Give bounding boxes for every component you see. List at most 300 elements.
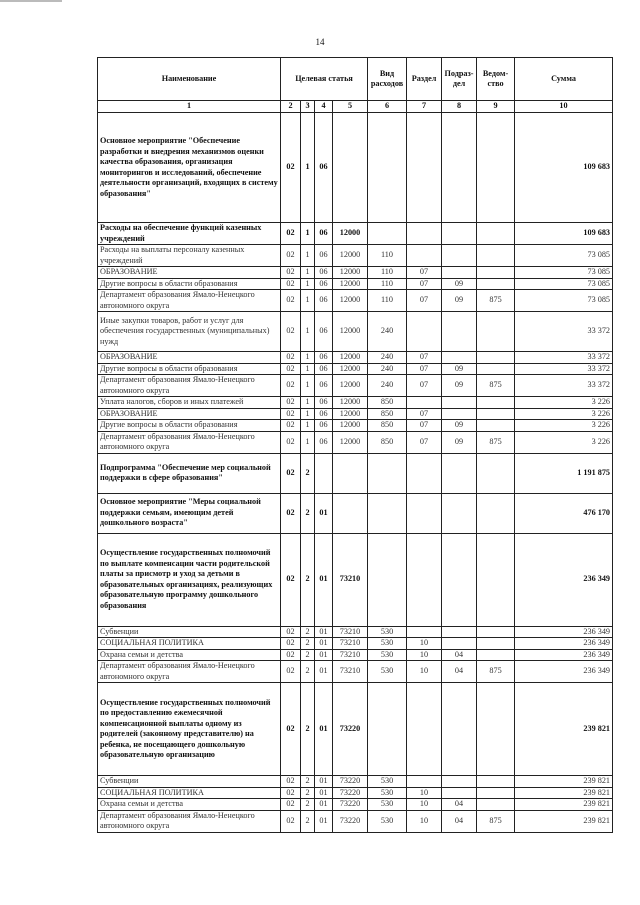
sum-value: 73 085 [515, 278, 613, 290]
sum-value: 109 683 [515, 113, 613, 223]
target-subprogram-code: 1 [301, 375, 315, 397]
table-row [98, 267, 613, 279]
expense-type-code: 240 [368, 375, 407, 397]
expense-type-code: 530 [368, 626, 407, 638]
sum-value: 3 226 [515, 431, 613, 453]
row-name: Основное мероприятие "Меры социальной поддержки семьям, имеющим детей дошкольного возраста" [98, 493, 281, 533]
expense-type-code: 850 [368, 397, 407, 409]
row-name: СОЦИАЛЬНАЯ ПОЛИТИКА [98, 638, 281, 650]
target-direction-code: 12000 [333, 352, 368, 364]
table-body [98, 113, 613, 833]
sum-value: 3 226 [515, 420, 613, 432]
sum-value: 236 349 [515, 626, 613, 638]
target-subprogram-code: 2 [301, 776, 315, 788]
department-code [477, 776, 515, 788]
column-number: 10 [515, 101, 613, 113]
row-name: Осуществление государственных полномочий по выплате компенсации части родительской платы за присмотр и уход за детьми в образовательных организациях, реализующих образовательную программу дошкольного образования [98, 533, 281, 626]
target-direction-code: 73220 [333, 683, 368, 776]
target-program-code: 02 [281, 431, 301, 453]
department-code [477, 799, 515, 811]
target-direction-code [333, 453, 368, 493]
target-event-code: 01 [315, 493, 333, 533]
expense-type-code: 530 [368, 661, 407, 683]
department-code [477, 453, 515, 493]
sum-value: 33 372 [515, 375, 613, 397]
subsection-code [442, 397, 477, 409]
expense-type-code: 850 [368, 408, 407, 420]
department-code: 875 [477, 810, 515, 832]
expense-type-code: 240 [368, 363, 407, 375]
target-program-code: 02 [281, 290, 301, 312]
target-event-code: 06 [315, 290, 333, 312]
target-direction-code: 12000 [333, 363, 368, 375]
expense-type-code: 110 [368, 290, 407, 312]
expense-type-code: 240 [368, 352, 407, 364]
subsection-code: 04 [442, 810, 477, 832]
department-code [477, 683, 515, 776]
section-code: 07 [407, 431, 442, 453]
subsection-code: 09 [442, 278, 477, 290]
sum-value: 239 821 [515, 787, 613, 799]
target-event-code: 06 [315, 431, 333, 453]
table-row [98, 431, 613, 453]
column-number-row [98, 101, 613, 113]
target-event-code: 06 [315, 408, 333, 420]
department-code [477, 420, 515, 432]
subsection-code: 09 [442, 363, 477, 375]
target-event-code: 01 [315, 787, 333, 799]
section-code: 10 [407, 638, 442, 650]
target-subprogram-code: 1 [301, 420, 315, 432]
target-direction-code: 12000 [333, 245, 368, 267]
target-subprogram-code: 2 [301, 787, 315, 799]
row-name: Другие вопросы в области образования [98, 363, 281, 375]
row-name: Департамент образования Ямало-Ненецкого автономного округа [98, 810, 281, 832]
row-name: Иные закупки товаров, работ и услуг для обеспечения государственных (муниципальных) нужд [98, 312, 281, 352]
subsection-code [442, 223, 477, 245]
section-code: 10 [407, 661, 442, 683]
table-row [98, 113, 613, 223]
subsection-code: 09 [442, 420, 477, 432]
target-subprogram-code: 1 [301, 267, 315, 279]
column-number: 3 [301, 101, 315, 113]
table-row [98, 352, 613, 364]
target-subprogram-code: 1 [301, 278, 315, 290]
target-subprogram-code: 1 [301, 431, 315, 453]
subsection-code [442, 638, 477, 650]
target-program-code: 02 [281, 626, 301, 638]
target-subprogram-code: 2 [301, 638, 315, 650]
header-sum: Сумма [515, 58, 613, 101]
target-direction-code: 73210 [333, 661, 368, 683]
section-code [407, 113, 442, 223]
table-row [98, 420, 613, 432]
target-direction-code: 12000 [333, 375, 368, 397]
target-program-code: 02 [281, 493, 301, 533]
target-event-code: 06 [315, 375, 333, 397]
target-event-code: 01 [315, 776, 333, 788]
row-name: Другие вопросы в области образования [98, 278, 281, 290]
section-code [407, 245, 442, 267]
sum-value: 3 226 [515, 397, 613, 409]
table-row [98, 223, 613, 245]
expense-type-code [368, 493, 407, 533]
expense-type-code: 240 [368, 312, 407, 352]
expense-type-code: 530 [368, 638, 407, 650]
department-code: 875 [477, 375, 515, 397]
sum-value: 236 349 [515, 661, 613, 683]
row-name: Охрана семьи и детства [98, 799, 281, 811]
table-row [98, 408, 613, 420]
target-event-code [315, 453, 333, 493]
target-program-code: 02 [281, 278, 301, 290]
page-number: 14 [315, 37, 325, 47]
table-row [98, 312, 613, 352]
target-program-code: 02 [281, 363, 301, 375]
table-row [98, 533, 613, 626]
target-event-code: 06 [315, 113, 333, 223]
table-row [98, 799, 613, 811]
table-row [98, 375, 613, 397]
subsection-code [442, 683, 477, 776]
column-number: 5 [333, 101, 368, 113]
budget-table [97, 57, 613, 833]
target-subprogram-code: 1 [301, 223, 315, 245]
sum-value: 239 821 [515, 799, 613, 811]
sum-value: 33 372 [515, 363, 613, 375]
row-name: СОЦИАЛЬНАЯ ПОЛИТИКА [98, 787, 281, 799]
section-code [407, 626, 442, 638]
column-number: 2 [281, 101, 301, 113]
target-event-code: 01 [315, 810, 333, 832]
department-code [477, 363, 515, 375]
expense-type-code [368, 113, 407, 223]
target-direction-code: 12000 [333, 312, 368, 352]
subsection-code: 09 [442, 375, 477, 397]
table-row [98, 810, 613, 832]
department-code: 875 [477, 431, 515, 453]
target-program-code: 02 [281, 683, 301, 776]
department-code: 875 [477, 290, 515, 312]
department-code [477, 533, 515, 626]
expense-type-code: 530 [368, 810, 407, 832]
subsection-code: 04 [442, 661, 477, 683]
header-department: Ведом-ство [477, 58, 515, 101]
target-program-code: 02 [281, 223, 301, 245]
expense-type-code [368, 453, 407, 493]
target-program-code: 02 [281, 245, 301, 267]
department-code [477, 397, 515, 409]
header-target-article: Целевая статья [281, 58, 368, 101]
target-subprogram-code: 1 [301, 363, 315, 375]
department-code [477, 223, 515, 245]
department-code [477, 352, 515, 364]
sum-value: 73 085 [515, 245, 613, 267]
row-name: ОБРАЗОВАНИЕ [98, 352, 281, 364]
target-subprogram-code: 2 [301, 453, 315, 493]
target-subprogram-code: 2 [301, 683, 315, 776]
section-code [407, 397, 442, 409]
expense-type-code: 110 [368, 245, 407, 267]
expense-type-code: 110 [368, 278, 407, 290]
department-code [477, 278, 515, 290]
target-program-code: 02 [281, 375, 301, 397]
table-row [98, 649, 613, 661]
column-number: 8 [442, 101, 477, 113]
column-number: 4 [315, 101, 333, 113]
target-subprogram-code: 2 [301, 533, 315, 626]
target-direction-code: 12000 [333, 420, 368, 432]
target-event-code: 01 [315, 799, 333, 811]
target-event-code: 06 [315, 420, 333, 432]
department-code [477, 787, 515, 799]
expense-type-code: 110 [368, 267, 407, 279]
table-row [98, 638, 613, 650]
target-direction-code [333, 113, 368, 223]
table-row [98, 290, 613, 312]
header-name: Наименование [98, 58, 281, 101]
subsection-code [442, 533, 477, 626]
sum-value: 33 372 [515, 312, 613, 352]
section-code: 10 [407, 810, 442, 832]
subsection-code [442, 113, 477, 223]
table-row [98, 787, 613, 799]
subsection-code: 09 [442, 290, 477, 312]
target-program-code: 02 [281, 113, 301, 223]
table-row [98, 493, 613, 533]
target-program-code: 02 [281, 352, 301, 364]
section-code [407, 683, 442, 776]
section-code: 07 [407, 278, 442, 290]
target-direction-code: 12000 [333, 408, 368, 420]
section-code: 10 [407, 799, 442, 811]
department-code [477, 312, 515, 352]
subsection-code [442, 626, 477, 638]
expense-type-code: 530 [368, 649, 407, 661]
target-program-code: 02 [281, 453, 301, 493]
row-name: Осуществление государственных полномочий по предоставлению ежемесячной компенсационной выплаты одному из родителей (законному представителю) на ребенка, не посещающего дошкольную образовательную организацию [98, 683, 281, 776]
target-direction-code: 12000 [333, 431, 368, 453]
sum-value: 236 349 [515, 649, 613, 661]
target-event-code: 06 [315, 397, 333, 409]
expense-type-code: 530 [368, 787, 407, 799]
expense-type-code [368, 223, 407, 245]
target-direction-code: 12000 [333, 267, 368, 279]
sum-value: 33 372 [515, 352, 613, 364]
header-expense-type: Вид расходов [368, 58, 407, 101]
target-program-code: 02 [281, 533, 301, 626]
sum-value: 73 085 [515, 290, 613, 312]
table-row [98, 683, 613, 776]
target-subprogram-code: 1 [301, 290, 315, 312]
sum-value: 239 821 [515, 776, 613, 788]
expense-type-code: 530 [368, 799, 407, 811]
target-event-code: 06 [315, 245, 333, 267]
row-name: Основное мероприятие "Обеспечение разработки и внедрения механизмов оценки качества образования, организация мониторингов и исследований, обеспечение деятельности организаций, входящих в систему образования" [98, 113, 281, 223]
department-code [477, 626, 515, 638]
sum-value: 109 683 [515, 223, 613, 245]
department-code [477, 638, 515, 650]
row-name: Департамент образования Ямало-Ненецкого автономного округа [98, 431, 281, 453]
target-direction-code: 12000 [333, 223, 368, 245]
subsection-code [442, 352, 477, 364]
target-program-code: 02 [281, 799, 301, 811]
target-event-code: 01 [315, 638, 333, 650]
target-subprogram-code: 2 [301, 799, 315, 811]
header-section: Раздел [407, 58, 442, 101]
sum-value: 73 085 [515, 267, 613, 279]
target-event-code: 01 [315, 649, 333, 661]
subsection-code [442, 408, 477, 420]
subsection-code [442, 453, 477, 493]
sum-value: 236 349 [515, 638, 613, 650]
target-direction-code: 73220 [333, 799, 368, 811]
table-row [98, 661, 613, 683]
row-name: Расходы на выплаты персоналу казенных учреждений [98, 245, 281, 267]
target-direction-code: 12000 [333, 278, 368, 290]
table-row [98, 278, 613, 290]
target-subprogram-code: 2 [301, 626, 315, 638]
target-subprogram-code: 1 [301, 113, 315, 223]
column-number: 6 [368, 101, 407, 113]
department-code: 875 [477, 661, 515, 683]
target-subprogram-code: 1 [301, 312, 315, 352]
table-row [98, 397, 613, 409]
target-direction-code: 73220 [333, 810, 368, 832]
row-name: ОБРАЗОВАНИЕ [98, 267, 281, 279]
target-event-code: 01 [315, 661, 333, 683]
section-code: 07 [407, 408, 442, 420]
target-program-code: 02 [281, 397, 301, 409]
target-subprogram-code: 1 [301, 245, 315, 267]
scan-edge-mark [0, 0, 62, 2]
section-code: 10 [407, 787, 442, 799]
row-name: Подпрограмма "Обеспечение мер социальной поддержки в сфере образования" [98, 453, 281, 493]
sum-value: 239 821 [515, 683, 613, 776]
target-event-code: 01 [315, 626, 333, 638]
target-subprogram-code: 2 [301, 661, 315, 683]
target-subprogram-code: 1 [301, 397, 315, 409]
department-code [477, 245, 515, 267]
target-subprogram-code: 2 [301, 810, 315, 832]
row-name: Субвенции [98, 626, 281, 638]
target-direction-code: 12000 [333, 397, 368, 409]
target-event-code: 06 [315, 352, 333, 364]
expense-type-code [368, 533, 407, 626]
department-code [477, 113, 515, 223]
subsection-code: 04 [442, 649, 477, 661]
target-program-code: 02 [281, 810, 301, 832]
section-code [407, 223, 442, 245]
table-header-row [98, 58, 613, 101]
row-name: Департамент образования Ямало-Ненецкого автономного округа [98, 661, 281, 683]
section-code [407, 312, 442, 352]
sum-value: 1 191 875 [515, 453, 613, 493]
sum-value: 236 349 [515, 533, 613, 626]
target-program-code: 02 [281, 776, 301, 788]
subsection-code [442, 245, 477, 267]
header-subsection: Подраз-дел [442, 58, 477, 101]
table-row [98, 776, 613, 788]
row-name: Другие вопросы в области образования [98, 420, 281, 432]
section-code: 07 [407, 363, 442, 375]
row-name: Расходы на обеспечение функций казенных учреждений [98, 223, 281, 245]
target-direction-code: 73220 [333, 787, 368, 799]
section-code: 07 [407, 375, 442, 397]
subsection-code [442, 312, 477, 352]
target-direction-code [333, 493, 368, 533]
row-name: Департамент образования Ямало-Ненецкого автономного округа [98, 290, 281, 312]
expense-type-code: 850 [368, 431, 407, 453]
target-program-code: 02 [281, 408, 301, 420]
target-subprogram-code: 1 [301, 408, 315, 420]
subsection-code [442, 267, 477, 279]
target-program-code: 02 [281, 787, 301, 799]
target-event-code: 06 [315, 278, 333, 290]
target-program-code: 02 [281, 649, 301, 661]
target-program-code: 02 [281, 312, 301, 352]
expense-type-code: 850 [368, 420, 407, 432]
section-code: 10 [407, 649, 442, 661]
target-direction-code: 73210 [333, 649, 368, 661]
subsection-code [442, 493, 477, 533]
column-number: 9 [477, 101, 515, 113]
section-code [407, 533, 442, 626]
target-direction-code: 73210 [333, 638, 368, 650]
target-direction-code: 73210 [333, 626, 368, 638]
row-name: Охрана семьи и детства [98, 649, 281, 661]
sum-value: 239 821 [515, 810, 613, 832]
target-event-code: 06 [315, 267, 333, 279]
column-number: 7 [407, 101, 442, 113]
section-code [407, 776, 442, 788]
target-program-code: 02 [281, 661, 301, 683]
target-subprogram-code: 2 [301, 493, 315, 533]
target-subprogram-code: 1 [301, 352, 315, 364]
row-name: Уплата налогов, сборов и иных платежей [98, 397, 281, 409]
subsection-code: 09 [442, 431, 477, 453]
expense-type-code: 530 [368, 776, 407, 788]
department-code [477, 493, 515, 533]
table-row [98, 245, 613, 267]
table-row [98, 626, 613, 638]
target-event-code: 01 [315, 683, 333, 776]
target-event-code: 06 [315, 363, 333, 375]
target-event-code: 01 [315, 533, 333, 626]
section-code: 07 [407, 352, 442, 364]
section-code [407, 493, 442, 533]
target-event-code: 06 [315, 223, 333, 245]
target-subprogram-code: 2 [301, 649, 315, 661]
target-program-code: 02 [281, 638, 301, 650]
department-code [477, 267, 515, 279]
subsection-code: 04 [442, 799, 477, 811]
target-direction-code: 12000 [333, 290, 368, 312]
subsection-code [442, 776, 477, 788]
column-number: 1 [98, 101, 281, 113]
target-program-code: 02 [281, 267, 301, 279]
section-code: 07 [407, 267, 442, 279]
section-code: 07 [407, 290, 442, 312]
sum-value: 3 226 [515, 408, 613, 420]
target-program-code: 02 [281, 420, 301, 432]
table-row [98, 453, 613, 493]
department-code [477, 408, 515, 420]
table-row [98, 363, 613, 375]
row-name: Субвенции [98, 776, 281, 788]
target-event-code: 06 [315, 312, 333, 352]
subsection-code [442, 787, 477, 799]
